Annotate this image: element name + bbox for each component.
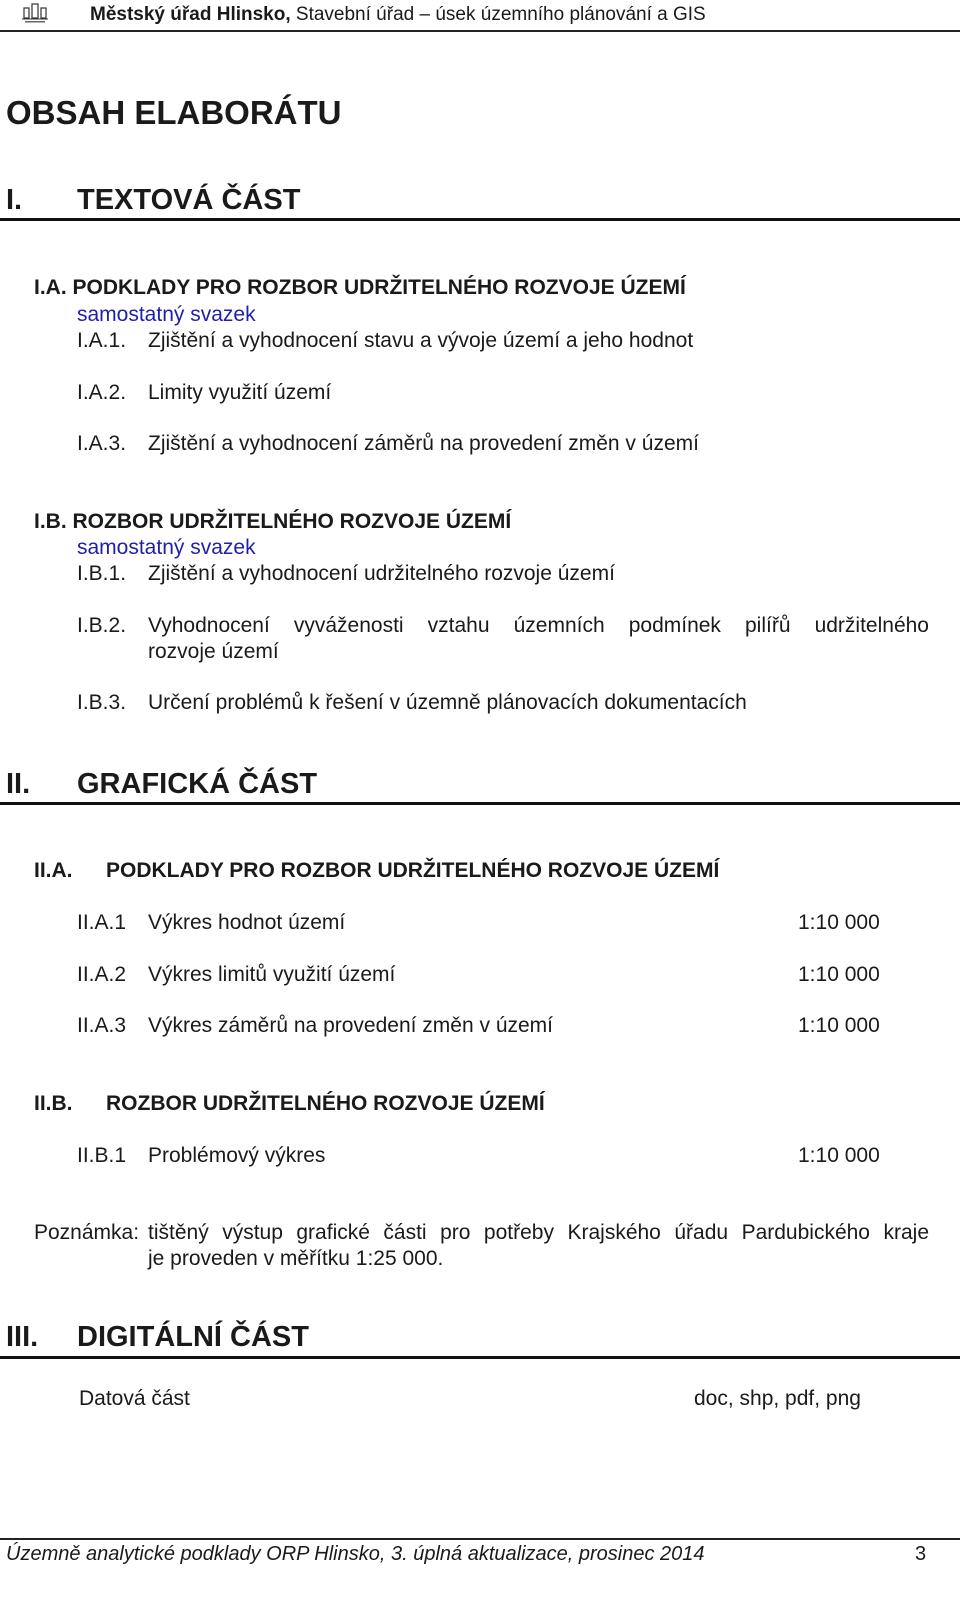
iia-item-text: Výkres záměrů na provedení změn v území xyxy=(148,1014,554,1037)
note-text: tištěný výstup grafické části pro potřeby Krajského úřadu Pardubického kraje xyxy=(148,1221,929,1244)
iia-item-text: Výkres limitů využití území xyxy=(148,963,396,986)
city-logo-icon xyxy=(22,2,48,24)
ib-item-num: I.B.1. xyxy=(77,562,127,585)
iib-heading: ROZBOR UDRŽITELNÉHO ROZVOJE ÚZEMÍ xyxy=(106,1092,545,1115)
header-divider xyxy=(0,30,960,32)
iia-number: II.A. xyxy=(34,859,73,882)
section2-title: GRAFICKÁ ČÁST xyxy=(77,768,318,800)
ib-item-text-cont: rozvoje území xyxy=(148,640,279,663)
ia-item-text: Zjištění a vyhodnocení záměrů na provedení změn v území xyxy=(148,432,699,455)
digital-formats: doc, shp, pdf, png xyxy=(694,1387,861,1410)
iib-item-text: Problémový výkres xyxy=(148,1144,326,1167)
ia-item-num: I.A.2. xyxy=(77,381,127,404)
section2-rule xyxy=(0,802,960,805)
iia-item-num: II.A.2 xyxy=(77,963,127,986)
ia-item-text: Zjištění a vyhodnocení stavu a vývoje území a jeho hodnot xyxy=(148,329,694,352)
page-number: 3 xyxy=(915,1543,927,1565)
iia-item-scale: 1:10 000 xyxy=(798,1014,880,1037)
section1-number: I. xyxy=(6,184,23,216)
ia-heading: I.A. PODKLADY PRO ROZBOR UDRŽITELNÉHO ROZVOJE ÚZEMÍ xyxy=(34,276,686,299)
ia-item-num: I.A.1. xyxy=(77,329,127,352)
iia-item-num: II.A.1 xyxy=(77,911,127,934)
ia-note: samostatný svazek xyxy=(77,303,256,326)
footer-text: Územně analytické podklady ORP Hlinsko, 3. úplná aktualizace, prosinec 2014 xyxy=(6,1543,705,1565)
iia-item-num: II.A.3 xyxy=(77,1014,127,1037)
ib-item-text: Vyhodnocení vyváženosti vztahu územních podmínek pilířů udržitelného xyxy=(148,614,929,637)
header-org: Městský úřad Hlinsko, xyxy=(90,4,291,25)
page-header xyxy=(90,4,706,26)
section2-number: II. xyxy=(6,768,31,800)
ib-item-num: I.B.2. xyxy=(77,614,127,637)
iib-item-scale: 1:10 000 xyxy=(798,1144,880,1167)
ib-item-num: I.B.3. xyxy=(77,691,127,714)
section3-number: III. xyxy=(6,1321,39,1353)
ib-note: samostatný svazek xyxy=(77,536,256,559)
ia-item-num: I.A.3. xyxy=(77,432,127,455)
header-dept: Stavební úřad – úsek územního plánování a GIS xyxy=(295,4,706,25)
digital-label: Datová část xyxy=(79,1387,190,1410)
iia-item-scale: 1:10 000 xyxy=(798,911,880,934)
note-label: Poznámka: xyxy=(34,1221,140,1244)
section3-title: DIGITÁLNÍ ČÁST xyxy=(77,1321,309,1353)
iia-item-scale: 1:10 000 xyxy=(798,963,880,986)
section1-rule xyxy=(0,218,960,221)
ib-heading: I.B. ROZBOR UDRŽITELNÉHO ROZVOJE ÚZEMÍ xyxy=(34,510,512,533)
footer-divider xyxy=(0,1538,960,1540)
iia-heading: PODKLADY PRO ROZBOR UDRŽITELNÉHO ROZVOJE ÚZEMÍ xyxy=(106,859,720,882)
document-title: OBSAH ELABORÁTU xyxy=(6,94,342,131)
note-text-cont: je proveden v měřítku 1:25 000. xyxy=(148,1247,444,1270)
iia-item-text: Výkres hodnot území xyxy=(148,911,346,934)
iib-item-num: II.B.1 xyxy=(77,1144,127,1167)
section1-title: TEXTOVÁ ČÁST xyxy=(77,184,301,216)
section3-rule xyxy=(0,1356,960,1359)
ib-item-text: Zjištění a vyhodnocení udržitelného rozvoje území xyxy=(148,562,615,585)
ia-item-text: Limity využití území xyxy=(148,381,332,404)
ib-item-text: Určení problémů k řešení v územně plánovacích dokumentacích xyxy=(148,691,747,714)
iib-number: II.B. xyxy=(34,1092,73,1115)
